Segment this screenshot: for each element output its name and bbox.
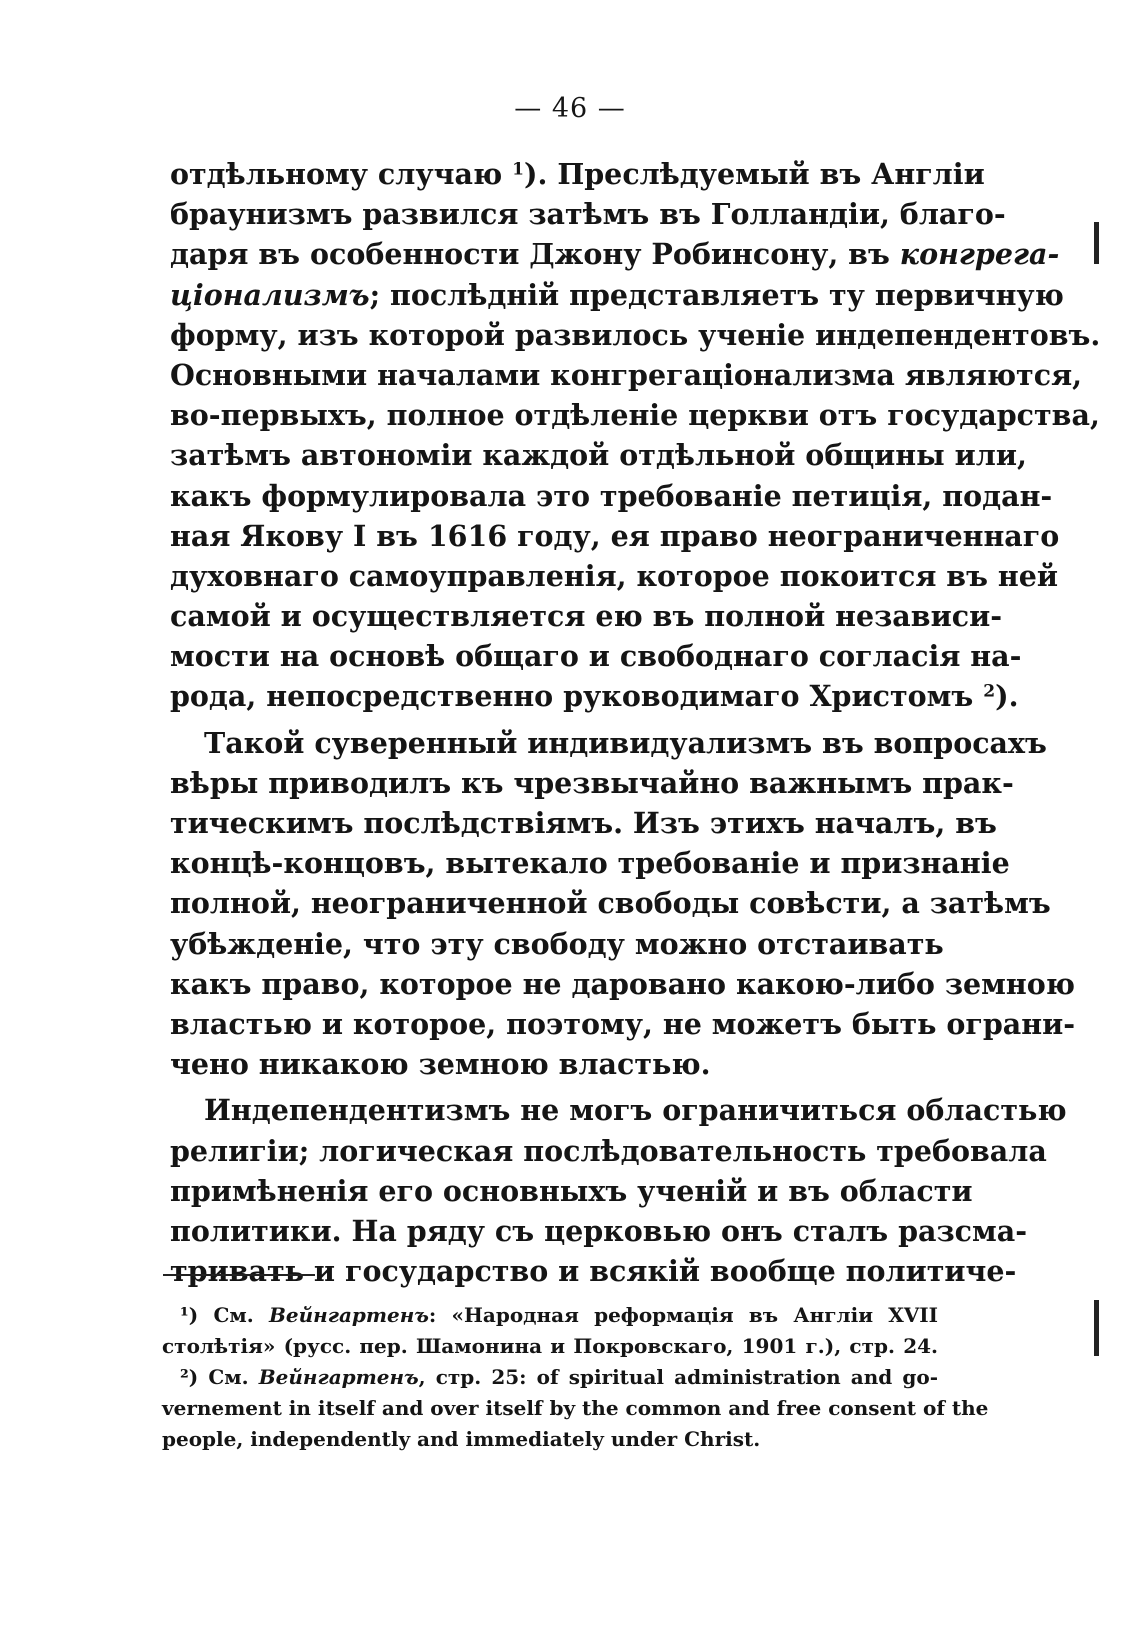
text-line: Такой суверенный индивидуализмъ въ вопросахъ (204, 725, 1047, 760)
text-line: отдѣльному случаю $^1$). Преслѣдуемый въ Англіи (170, 157, 985, 191)
text-line: форму, изъ которой развилось ученіе индепендентовъ. (170, 317, 1101, 352)
text-line: мости на основѣ общаго и свободнаго согласія на- (170, 639, 1022, 674)
footnote-line: ¹) См. Вейнгартенъ: «Народная реформація въ Англіи XVII (162, 1300, 938, 1331)
text-line: браунизмъ развился затѣмъ въ Голландіи, благо- (170, 197, 1006, 232)
text-line: ціонализмъ; послѣдній представляетъ ту первичную (170, 277, 1064, 312)
footnote-line: vernement in itself and over itself by the common and free consent of the (162, 1396, 989, 1420)
text-line: политики. На ряду съ церковью онъ сталъ разсма- (170, 1213, 1028, 1248)
footnote-line: столѣтія» (русс. пер. Шамонина и Покровскаго, 1901 г.), стр. 24. (162, 1334, 938, 1358)
footnotes (162, 1300, 989, 1455)
text-line: какъ формулировала это требованіе петиція, подан- (170, 478, 1053, 513)
text-line: убѣжденіе, что эту свободу можно отстаивать (170, 926, 944, 961)
text-line: Основными началами конгрегаціонализма являются, (170, 357, 1083, 392)
footnote-ref: 1 (512, 159, 525, 180)
text-line: духовнаго самоуправленія, которое покоится въ ней (170, 558, 1059, 593)
text-line: самой и осуществляется ею въ полной независи- (170, 599, 1003, 634)
page-number: — 46 — (514, 93, 626, 124)
text-line: полной, неограниченной свободы совѣсти, а затѣмъ (170, 886, 1051, 921)
text-line: во-первыхъ, полное отдѣленіе церкви отъ государства, (170, 398, 1100, 433)
footnote-divider (163, 1274, 315, 1276)
text-line: чено никакою земною властью. (170, 1047, 711, 1082)
scan-artifact (1094, 1300, 1099, 1356)
text-line: ная Якову I въ 1616 году, ея право неограниченнаго (170, 518, 1060, 553)
text-line: религіи; логическая послѣдовательность требовала (170, 1133, 1047, 1168)
body-text (170, 154, 1101, 1291)
footnote-marker: ²) (180, 1365, 199, 1389)
text-line: концѣ-концовъ, вытекало требованіе и признаніе (170, 846, 1010, 881)
footnote-line: people, independently and immediately under Christ. (162, 1427, 761, 1451)
text-line: примѣненія его основныхъ ученій и въ области (170, 1173, 973, 1208)
scan-artifact (1094, 222, 1099, 264)
text-line: тривать и государство и всякій вообще политиче- (170, 1254, 1017, 1289)
text-line: затѣмъ автономіи каждой отдѣльной общины или, (170, 438, 1027, 473)
footnote-ref: 2 (983, 682, 996, 703)
text-line: даря въ особенности Джону Робинсону, въ конгрега- (170, 237, 1060, 272)
text-line: рода, непосредственно руководимаго Христомъ $^2$). (170, 679, 1019, 714)
footnote-marker: ¹) (180, 1303, 199, 1327)
text-line: какъ право, которое не даровано какою-либо земною (170, 966, 1075, 1001)
footnote-line: ²) См. Вейнгартенъ, стр. 25: of spiritual administration and go- (162, 1362, 938, 1393)
text-line: вѣры приводилъ къ чрезвычайно важнымъ прак- (170, 765, 1014, 800)
text-line: Индепендентизмъ не могъ ограничиться областью (204, 1093, 1067, 1128)
text-line: тическимъ послѣдствіямъ. Изъ этихъ началъ, въ (170, 806, 997, 840)
text-line: властью и которое, поэтому, не можетъ быть ограни- (170, 1006, 1076, 1041)
